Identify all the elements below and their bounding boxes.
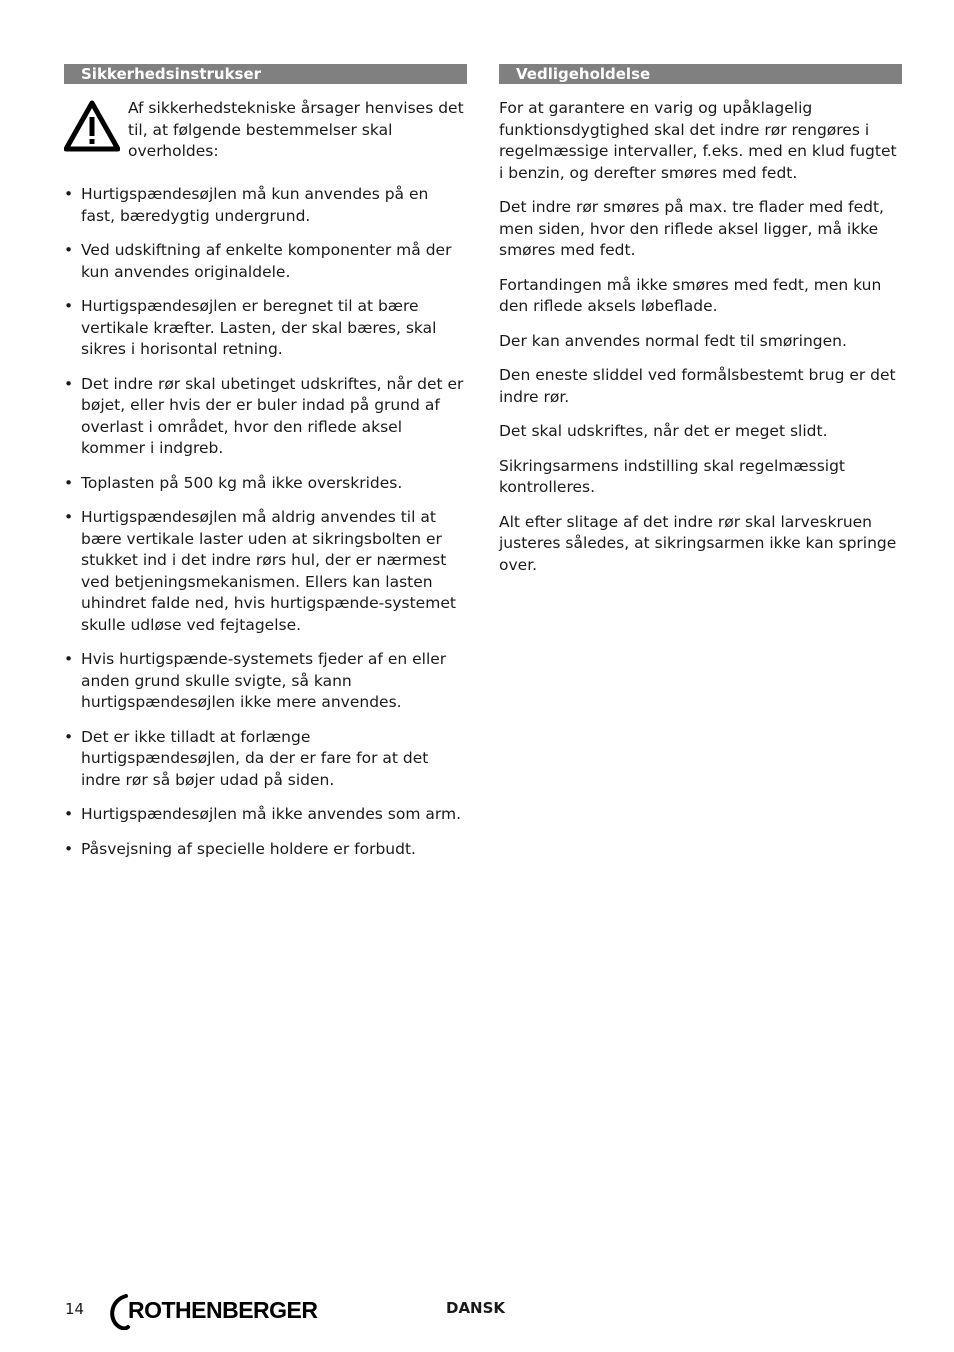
bullet-mark: • (64, 650, 74, 668)
safety-bullet-item (64, 649, 467, 714)
safety-bullet-item (64, 473, 467, 495)
safety-bullet-list (64, 184, 467, 860)
bullet-mark: • (64, 727, 74, 746)
bullet-text: Hurtigspændesøjlen må aldrig anvendes til at bære vertikale laster uden at sikringsbolten er stukket ind i det indre rørs hul, der er nærmest ved betjeningsmekanismen. Ellers kan lasten uhindret falde ned, hvis hurtigspænde-systemet skulle udløse ved fejtagelse. (81, 508, 456, 634)
safety-bullet-item (64, 727, 467, 792)
rothenberger-logo (106, 1294, 346, 1330)
bullet-text: Toplasten på 500 kg må ikke overskrides. (81, 473, 403, 492)
safety-bullet-item (64, 240, 467, 283)
warning-block (64, 98, 467, 168)
maintenance-paragraphs (499, 98, 902, 576)
bullet-mark: • (64, 297, 74, 315)
maintenance-column (499, 64, 902, 589)
maintenance-paragraph: For at garantere en varig og upåklagelig funktionsdygtighed skal det indre rør rengøres i regelmæssige intervaller, f.eks. med en klud fugtet i benzin, og derefter smøres med fedt. (499, 99, 897, 182)
bullet-text: Det indre rør skal ubetinget udskriftes, når det er bøjet, eller hvis der er buler indad på grund af overlast i området, hvor den riflede aksel kommer i indgreb. (81, 374, 464, 457)
maintenance-paragraph: Det indre rør smøres på max. tre flader med fedt, men siden, hvor den riflede aksel ligger, må ikke smøres med fedt. (499, 198, 884, 259)
maintenance-paragraph: Alt efter slitage af det indre rør skal larveskruen justeres således, at sikringsarmen ikke kan springe over. (499, 512, 897, 574)
bullet-text: Hurtigspændesøjlen er beregnet til at bære vertikale kræfter. Lasten, der skal bæres, skal sikres i horisontal retning. (81, 297, 437, 358)
bullet-mark: • (64, 473, 74, 492)
bullet-text: Hurtigspændesøjlen må kun anvendes på en fast, bæredygtig undergrund. (81, 185, 429, 225)
safety-section-header: Sikkerhedsinstrukser (64, 64, 467, 84)
bullet-text: Ved udskiftning af enkelte komponenter må der kun anvendes originaldele. (81, 241, 452, 281)
maintenance-paragraph: Der kan anvendes normal fedt til smøringen. (499, 331, 847, 350)
bullet-mark: • (64, 374, 74, 393)
maintenance-paragraph: Fortandingen må ikke smøres med fedt, men kun den riflede aksels løbeflade. (499, 275, 882, 315)
warning-triangle-icon (64, 100, 120, 152)
language-label: DANSK (446, 1299, 506, 1317)
safety-bullet-item (64, 804, 467, 826)
bullet-mark: • (64, 185, 74, 203)
page-footer (0, 1294, 954, 1334)
safety-bullet-item (64, 374, 467, 460)
brand-name: ROTHENBERGER (128, 1297, 318, 1323)
bullet-text: Det er ikke tilladt at forlænge hurtigspændesøjlen, da der er fare for at det indre rør så bøjer udad på siden. (81, 727, 429, 789)
maintenance-paragraph: Den eneste sliddel ved formålsbestemt brug er det indre rør. (499, 366, 896, 406)
bullet-mark: • (64, 839, 74, 858)
maintenance-paragraph: Det skal udskriftes, når det er meget slidt. (499, 422, 828, 440)
bullet-mark: • (64, 508, 74, 526)
maintenance-section-header: Vedligeholdelse (499, 64, 902, 84)
bullet-text: Hurtigspændesøjlen må ikke anvendes som arm. (81, 805, 461, 823)
safety-bullet-item (64, 184, 467, 227)
bullet-mark: • (64, 805, 74, 823)
bullet-mark: • (64, 241, 74, 259)
bullet-text: Hvis hurtigspænde-systemets fjeder af en eller anden grund skulle svigte, så kann hurtigspændesøjlen ikke mere anvendes. (81, 650, 447, 711)
safety-bullet-item (64, 507, 467, 636)
safety-bullet-item (64, 839, 467, 861)
safety-bullet-item (64, 296, 467, 361)
maintenance-paragraph: Sikringsarmens indstilling skal regelmæssigt kontrolleres. (499, 456, 845, 496)
bullet-text: Påsvejsning af specielle holdere er forbudt. (81, 839, 416, 858)
safety-column (64, 64, 467, 873)
warning-text: Af sikkerhedstekniske årsager henvises det til, at følgende bestemmelser skal overholdes: (128, 99, 464, 160)
page-number: 14 (65, 1300, 85, 1318)
